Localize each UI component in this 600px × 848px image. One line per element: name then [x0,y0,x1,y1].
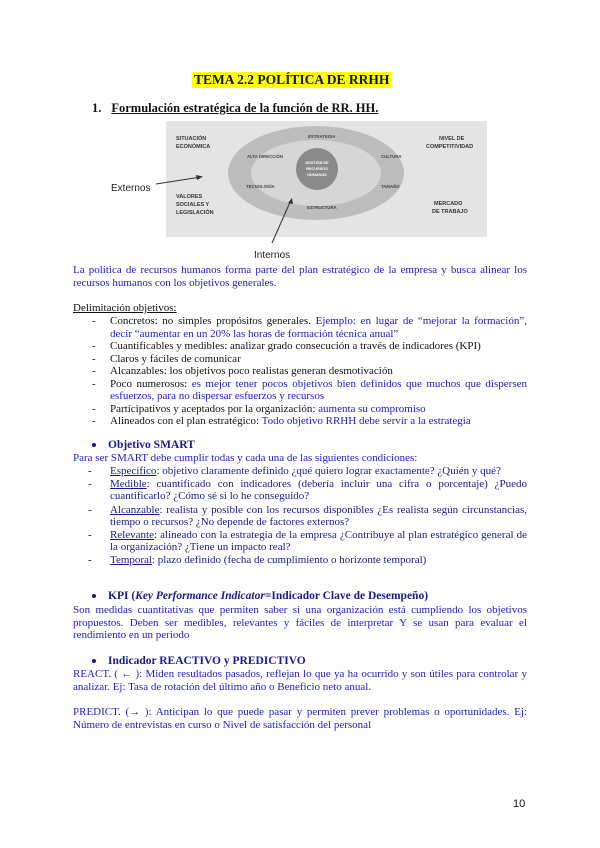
ring-alta-direccion: ALTA DIRECCIÓN [247,154,283,159]
hr-strategy-diagram [0,118,600,278]
indicator-heading: Indicador REACTIVO y PREDICTIVO [92,655,306,667]
page-title: TEMA 2.2 POLÍTICA DE RRHH [194,72,390,87]
ring-estrategia: ESTRATEGIA [308,134,336,139]
center-line-3: HUMANOS [307,173,327,177]
smart-heading: Objetivo SMART [92,439,195,451]
predictive-paragraph: PREDICT. (→ ): Anticipan lo que puede pasar y permiten prever problemas o oportunidades. Ej: Número de entrevistas en curso o Nivel de satisfacción del personal [73,706,527,731]
bullet-icon [92,659,96,663]
list-item: - Claros y fáciles de comunicar [92,353,527,366]
bullet-icon [92,594,96,598]
label-nivel: NIVEL DE [439,136,465,142]
label-situacion: SITUACIÓN [176,136,207,142]
section-heading [92,101,378,116]
label-internos: Internos [254,250,291,261]
list-item: - Específico: objetivo claramente definido ¿qué quiero lograr exactamente? ¿Quién y qué? [88,465,527,477]
list-item: - Cuantificables y medibles: analizar grado consecución a través de indicadores (KPI) [92,340,527,353]
kpi-heading: KPI (Key Performance Indicator=Indicador Clave de Desempeño) [92,590,428,602]
intro-paragraph: La política de recursos humanos forma parte del plan estratégico de la empresa y busca alinear los recursos humanos con los objetivos generales. [73,264,527,289]
list-item: - Poco numerosos: es mejor tener pocos objetivos bien definidos que muchos que dispersen esfuerzos, para no dispersar esfuerzos y recursos [92,378,527,403]
label-legislacion: LEGISLACIÓN [176,210,214,216]
ring-estructura: ESTRUCTURA [307,205,337,210]
center-line-2: RECURSOS [306,167,328,171]
smart-intro: Para ser SMART debe cumplir todas y cada una de las siguientes condiciones: [73,452,418,464]
ring-tamano: TAMAÑO [381,184,400,189]
list-item: - Alineados con el plan estratégico: Todo objetivo RRHH debe servir a la estrategia [92,415,527,428]
bullet-icon [92,443,96,447]
label-economica: ECONÓMICA [176,144,211,150]
label-sociales: SOCIALES Y [176,202,210,208]
reactive-paragraph: REACT. ( ← ): Miden resultados pasados, reflejan lo que ya ha ocurrido y son útiles para controlar y analizar. Ej: Tasa de rotación del último año o Beneficio neto anual. [73,668,527,693]
ring-tecnologia: TECNOLOGÍA [246,184,275,189]
kpi-paragraph: Son medidas cuantitativas que permiten saber si una organización está cumpliendo los objetivos propuestos. Deben ser medibles, relevantes y fáciles de interpretar Y se usan para evaluar el rendimiento en un periodo [73,604,527,641]
center-line-1: GESTIÓN DE [305,161,329,165]
list-item: - Temporal: plazo definido (fecha de cumplimiento o horizonte temporal) [88,554,527,566]
list-item: - Alcanzables: los objetivos poco realistas generan desmotivación [92,365,527,378]
list-item: - Relevante: alineado con la estrategia de la empresa ¿Contribuye al plan estratégico general de la organización? ¿Tiene un impacto real? [88,529,527,553]
list-item: - Concretos: no simples propósitos generales. Ejemplo: en lugar de “mejorar la formación”, decir “aumentar en un 20% las horas de formación técnica anual” [92,315,527,340]
label-valores: VALORES [176,194,203,200]
label-mercado: MERCADO [434,201,463,207]
label-externos: Externos [111,183,151,194]
section-title: Formulación estratégica de la función de RR. HH. [111,101,379,115]
list-item: - Participativos y aceptados por la organización: aumenta su compromiso [92,403,527,416]
section-number: 1. [92,101,102,115]
label-de-trabajo: DE TRABAJO [432,209,468,215]
ring-cultura: CULTURA [381,154,402,159]
list-item: - Alcanzable: realista y posible con los recursos disponibles ¿Es realista según circunstancias, tiempo o recursos? ¿No depende de factores externos? [88,504,527,528]
delimitation-title: Delimitación objetivos: [73,302,177,314]
smart-list [88,465,527,568]
list-item: - Medible: cuantificado con indicadores (debería incluir una cifra o porcentaje) ¿Puedo cuantificarlo? ¿Cómo sé si lo he conseguido? [88,478,527,502]
label-competitividad: COMPETITIVIDAD [426,144,474,150]
objectives-list [92,315,527,428]
page-number: 10 [513,798,526,810]
